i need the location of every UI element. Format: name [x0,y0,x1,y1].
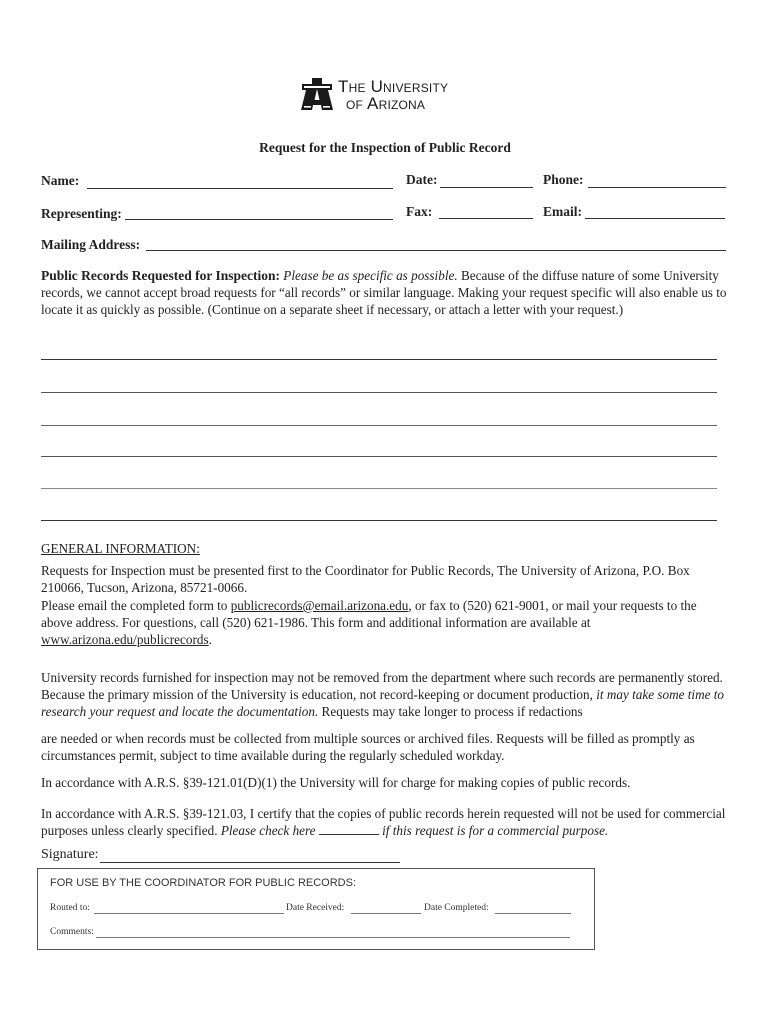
date-received-label: Date Received: [286,903,345,913]
comments-label: Comments: [50,927,94,937]
date-field[interactable] [440,187,533,188]
records-specific-note: Please be as specific as possible. [283,268,458,283]
office-use-heading: FOR USE BY THE COORDINATOR FOR PUBLIC RECORDS: [50,877,357,889]
university-name [338,78,448,112]
records-requested-heading: Public Records Requested for Inspection: [41,268,280,283]
email-label: Email: [543,204,582,219]
commercial-purpose-checkbox[interactable] [319,824,379,835]
office-use-box [37,868,595,950]
email-field[interactable] [585,218,725,219]
records-line-1[interactable] [41,359,717,360]
fax-field[interactable] [439,218,533,219]
general-info-p5: In accordance with A.R.S. §39-121.01(D)(1) the University will for charge for making copies of public records. [41,775,631,790]
university-logo [300,76,475,116]
date-label: Date: [406,172,438,187]
p6-check-here: Please check here [220,823,316,838]
fax-label: Fax: [406,204,433,219]
records-line-5[interactable] [41,488,717,489]
p6-text-a: In accordance with A.R.S. §39-121.03, I certify that the copies of public records herein requested will not be used for commercial purposes unless clearly specified. [41,806,726,838]
p3-italic: it may take some time to research your request and locate the documentation. [41,687,725,719]
p2-text-b: , or fax to (520) 621-9001, or mail your requests to the above address. For questions, call (520) 621-1986. This form and additional information are available at [41,598,697,630]
general-info-heading: GENERAL INFORMATION: [41,541,200,556]
records-requested-instructions [41,267,731,318]
logo-line-1: The University [338,77,449,96]
signature-field[interactable] [100,862,400,863]
comments-field[interactable] [96,937,570,938]
general-info-p1: Requests for Inspection must be presented first to the Coordinator for Public Records, The University of Arizona, P.O. Box 210066, Tucson, Arizona, 85721-0066. [41,563,690,595]
mailing-address-field[interactable] [146,250,726,251]
records-line-6[interactable] [41,520,717,521]
name-field[interactable] [87,188,393,189]
p3-text-b: Requests may take longer to process if redactions [318,704,583,719]
records-line-4[interactable] [41,456,717,457]
records-requested-text: Because of the diffuse nature of some University records, we cannot accept broad requests for “all records” or similar language. Making your request specific will also enable us to locate it as quickly as possible. (Continue on a separate sheet if necessary, or attach a letter with your request.) [41,268,727,317]
p3-text-a: University records furnished for inspection may not be removed from the department where such records are permanently stored. Because the primary mission of the University is education, not record-keeping or document production, [41,670,723,702]
date-received-field[interactable] [351,913,421,914]
form-title: Request for the Inspection of Public Record [259,140,511,155]
records-line-3[interactable] [41,425,717,426]
name-label: Name: [41,173,80,188]
block-a-logo-icon [300,76,334,112]
p6-commercial-note: if this request is for a commercial purpose. [382,823,609,838]
mailing-address-label: Mailing Address: [41,237,141,252]
representing-field[interactable] [125,219,393,220]
public-records-website-link[interactable]: www.arizona.edu/publicrecords [41,632,209,647]
date-completed-field[interactable] [495,913,571,914]
general-info-p2 [41,597,731,648]
phone-label: Phone: [543,172,584,187]
records-line-2[interactable] [41,392,717,393]
p2-text-c: . [208,632,212,647]
routed-to-field[interactable] [94,913,284,914]
p2-text-a: Please email the completed form to [41,598,231,613]
date-completed-label: Date Completed: [424,903,489,913]
general-info-p6 [41,805,731,839]
general-info-p4: are needed or when records must be collected from multiple sources or archived files. Requests will be filled as promptly as circumstances permit, subject to time available during the regularly scheduled workday. [41,731,695,763]
representing-label: Representing: [41,206,122,221]
general-info-p3 [41,669,731,720]
phone-field[interactable] [588,187,726,188]
public-records-email-link[interactable]: publicrecords@email.arizona.edu [230,598,409,613]
routed-to-label: Routed to: [50,903,90,913]
logo-line-2: of Arizona [346,94,426,113]
signature-label: Signature: [41,847,99,862]
